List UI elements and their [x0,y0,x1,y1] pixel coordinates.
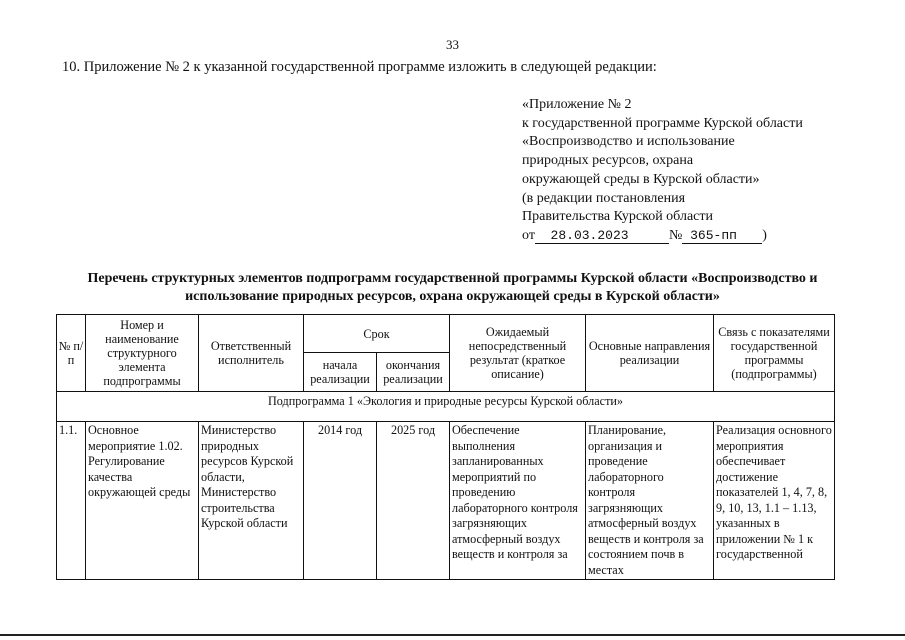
page-number: 33 [446,37,459,52]
title-line: Перечень структурных элементов подпрограмм государственной программы Курской области «Воспроизводство и [87,271,818,286]
appendix-date-line [522,227,803,246]
closing-paren: ) [762,227,767,243]
row-executor: Министерство природных ресурсов Курской области, Министерство строительства Курской области [199,422,304,580]
date-prefix: от [522,227,535,243]
appendix-line: (в редакции постановления [522,190,686,206]
appendix-line: «Воспроизводство и использование [522,134,735,150]
header-link: Связь с показателями государственной программы (подпрограммы) [714,315,835,392]
header-term-start: начала реализации [304,353,377,392]
document-title [40,270,865,306]
number-prefix: № [668,227,683,243]
row-element: Основное мероприятие 1.02. Регулирование качества окружающей среды [86,422,199,580]
header-result: Ожидаемый непосредственный результат (краткое описание) [450,315,586,392]
appendix-line: к государственной программе Курской области [522,115,803,131]
header-directions: Основные направления реализации [586,315,714,392]
row-link: Реализация основного мероприятия обеспечивает достижение показателей 1, 4, 7, 8, 9, 10, 13, 1.1 – 1.13, указанных в приложении № 1 к государственной [714,422,835,580]
appendix-header [522,96,803,246]
appendix-line: «Приложение № 2 [522,97,632,112]
header-num: № п/п [57,315,86,392]
appendix-line: природных ресурсов, охрана [522,153,694,169]
header-executor: Ответственный исполнитель [199,315,304,392]
header-term: Срок [304,315,450,353]
subprogram-row: Подпрограмма 1 «Экология и природные ресурсы Курской области» [57,392,835,422]
intro-paragraph: 10. Приложение № 2 к указанной государственной программе изложить в следующей редакции: [62,59,657,75]
row-num: 1.1. [57,422,86,580]
scan-edge-line [0,634,905,636]
appendix-line: Правительства Курской области [522,209,713,225]
appendix-line: окружающей среды в Курской области» [522,171,760,187]
row-start: 2014 год [304,422,377,580]
row-directions: Планирование, организация и проведение лабораторного контроля загрязняющих атмосферный воздух веществ и контроля за состоянием почв в местах [586,422,714,580]
decree-date: 28.03.2023 [535,229,669,244]
header-term-end: окончания реализации [377,353,450,392]
row-end: 2025 год [377,422,450,580]
decree-number: 365-пп [682,229,762,244]
title-line: использование природных ресурсов, охрана окружающей среды в Курской области» [185,289,720,304]
structural-elements-table [56,314,835,580]
header-element: Номер и наименование структурного элемента подпрограммы [86,315,199,392]
row-result: Обеспечение выполнения запланированных мероприятий по проведению лабораторного контроля загрязняющих атмосферный воздух веществ и контроля за [450,422,586,580]
